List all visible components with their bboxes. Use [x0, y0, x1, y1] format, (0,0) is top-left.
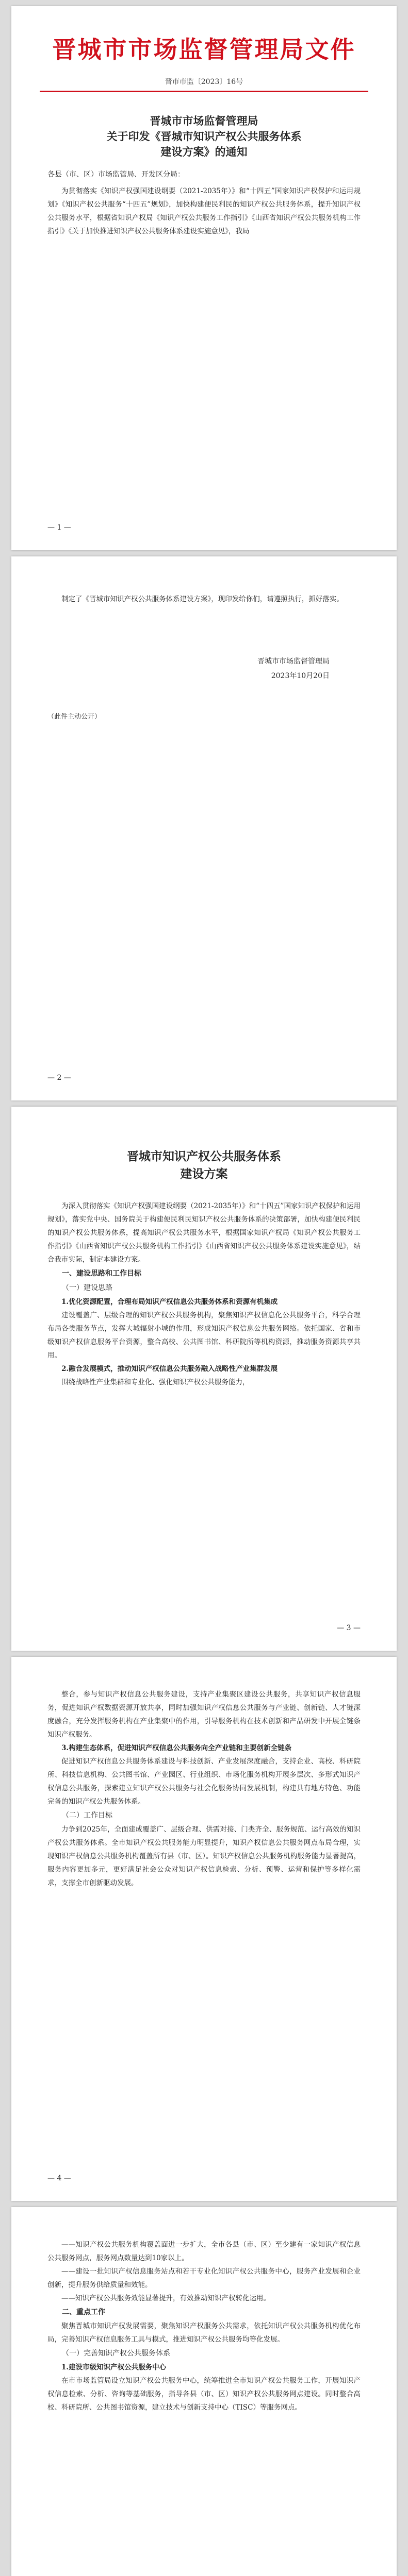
paragraph: 聚焦晋城市知识产权发展需要，聚焦知识产权服务公共需求，依托知识产权公共服务机构优化布局，完善知识产权信息服务工具与模式，推进知识产权公共服务均等化发展。 [47, 2322, 361, 2344]
page-number: — 3 — [337, 1624, 361, 1632]
document-page-2 [11, 556, 397, 1100]
item-heading: 1.建设市级知识产权公共服务中心 [61, 2363, 167, 2371]
subsection-heading: （一）完善知识产权公共服务体系 [62, 2349, 170, 2358]
notice-title-line3: 建设方案》的通知 [160, 145, 248, 158]
subsection-heading: （一）建设思路 [62, 1284, 112, 1292]
plan-title-line2: 建设方案 [180, 1167, 228, 1181]
document-header: 晋城市市场监督管理局文件 [52, 36, 356, 63]
item-heading: 3.构建生态体系，促进知识产权信息公共服务向全产业链和主要创新全链条 [61, 1744, 292, 1752]
notice-title-line1: 晋城市市场监督管理局 [150, 114, 258, 127]
signature-block [47, 654, 361, 683]
public-note: （此件主动公开） [47, 713, 102, 721]
item-heading: 2.融合发展模式，推动知识产权信息公共服务融入战略性产业集群发展 [61, 1365, 278, 1373]
salutation: 各县（市、区）市场监管局、开发区分局： [47, 171, 185, 179]
subsection-heading: （二）工作目标 [62, 1811, 112, 1820]
paragraph: 围绕战略性产业集群和专业化、强化知识产权公共服务能力， [61, 1378, 250, 1386]
document-page-4 [11, 1657, 397, 2201]
paragraph: ——建设一批知识产权信息服务站点和若干专业化知识产权公共服务中心，服务产业发展和企业创新，提升服务供给质量和效能。 [47, 2267, 361, 2289]
page-number: — 1 — [47, 523, 71, 532]
issue-date: 2023年10月20日 [271, 672, 330, 680]
paragraph: ——知识产权公共服务机构覆盖面进一步扩大，全市各县（市、区）至少建有一家知识产权信息公共服务网点，服务网点数量达到10家以上。 [47, 2241, 361, 2262]
paragraph: 建设覆盖广、层级合理的知识产权公共服务机构，聚焦知识产权信息化公共服务平台，科学合理布局各类服务节点，发挥大城辐射小城的作用，形成知识产权信息公共服务网络。依托国家、省和市级知识产权信息服务平台资源，整合高校、公共图书馆、科研院所等机构资源，推动服务资源共享共用。 [47, 1311, 361, 1360]
document-page-1 [11, 6, 397, 550]
paragraph: 促进知识产权信息公共服务体系建设与科技创新、产业发展深度融合，支持企业、高校、科研院所、科技信息机构、公共图书馆、产业园区、行业组织、市场化服务机构开展多层次、多形式知识产权信息公共服务，探索建立知识产权公共服务与社会化服务协同发展机制，构建具有地方特色、功能完备的知识产权公共服务体系。 [47, 1757, 361, 1806]
notice-title [47, 113, 361, 160]
paragraph: ——知识产权公共服务效能显著提升，有效推动知识产权转化运用。 [61, 2294, 270, 2302]
notice-body: 为贯彻落实《知识产权强国建设纲要（2021-2035年）》和“十四五”国家知识产权保护和运用规划》《知识产权公共服务“十四五”规划》，加快构建便民利民的知识产权公共服务体系，提升知识产权公共服务水平，根据省知识产权局《知识产权公共服务工作指引》《山西省知识产权公共服务机构工作指引》《关于加快推进知识产权公共服务体系建设实施意见》，我局 [47, 187, 361, 235]
section-heading: 二、重点工作 [62, 2308, 105, 2316]
paragraph: 整合，参与知识产权信息公共服务建设，支持产业集聚区建设公共服务，共享知识产权信息服务，促进知识产权数据资源开放共享，同时加强知识产权信息公共服务与产业链、创新链、人才链深度融合，充分发挥服务机构在产业集聚中的作用，引导服务机构在技术创新和产品研发中开展全链条知识产权服务。 [47, 1690, 361, 1739]
document-page-5 [11, 2207, 397, 2576]
notice-title-line2: 关于印发《晋城市知识产权公共服务体系 [106, 130, 302, 143]
section-heading: 一、建设思路和工作目标 [62, 1269, 141, 1278]
notice-body-continued: 制定了《晋城市知识产权公共服务体系建设方案》，现印发给你们，请遵照执行，抓好落实。 [61, 595, 344, 603]
document-number: 晋市市监〔2023〕16号 [165, 78, 243, 86]
page-number: — 2 — [47, 1074, 71, 1082]
plan-title-line1: 晋城市知识产权公共服务体系 [127, 1149, 281, 1163]
issuer-name: 晋城市市场监督管理局 [257, 657, 330, 666]
document-page-3 [11, 1107, 397, 1651]
item-heading: 1.优化资源配置，合理布局知识产权信息公共服务体系和资源有机集成 [61, 1298, 278, 1306]
plan-title [47, 1148, 361, 1183]
plan-intro: 为深入贯彻落实《知识产权强国建设纲要（2021-2035年）》和“十四五”国家知识产权保护和运用规划》，落实党中央、国务院关于构建便民利民知识产权公共服务体系的决策部署，加快构建便民利民的知识产权公共服务体系，提高知识产权公共服务水平，根据国家知识产权局《知识产权公共服务工作指引》《山西省知识产权公共服务机构工作指引》《山西省知识产权公共服务体系建设实施意见》，结合我市实际，制定本建设方案。 [47, 1202, 361, 1264]
paragraph: 在市市场监管局设立知识产权公共服务中心，统筹推进全市知识产权公共服务工作，开展知识产权信息检索、分析、咨询等基础服务，指导各县（市、区）知识产权公共服务网点建设。同时整合高校、科研院所、公共图书馆资源，建立技术与创新支持中心（TISC）等服务网点。 [47, 2377, 361, 2412]
page-number: — 4 — [47, 2174, 71, 2182]
paragraph: 力争到2025年，全面建成覆盖广、层级合理、供需对接、门类齐全、服务规范、运行高效的知识产权公共服务体系。全市知识产权公共服务能力明显提升，知识产权信息公共服务网点布局合理，实现知识产权信息公共服务机构覆盖所有县（市、区）。知识产权信息公共服务机构服务能力显著提高，服务内容更加多元，更好满足社会公众对知识产权信息检索、分析、预警、运营和保护等多样化需求，支撑全市创新驱动发展。 [47, 1825, 361, 1887]
red-divider [40, 91, 368, 92]
